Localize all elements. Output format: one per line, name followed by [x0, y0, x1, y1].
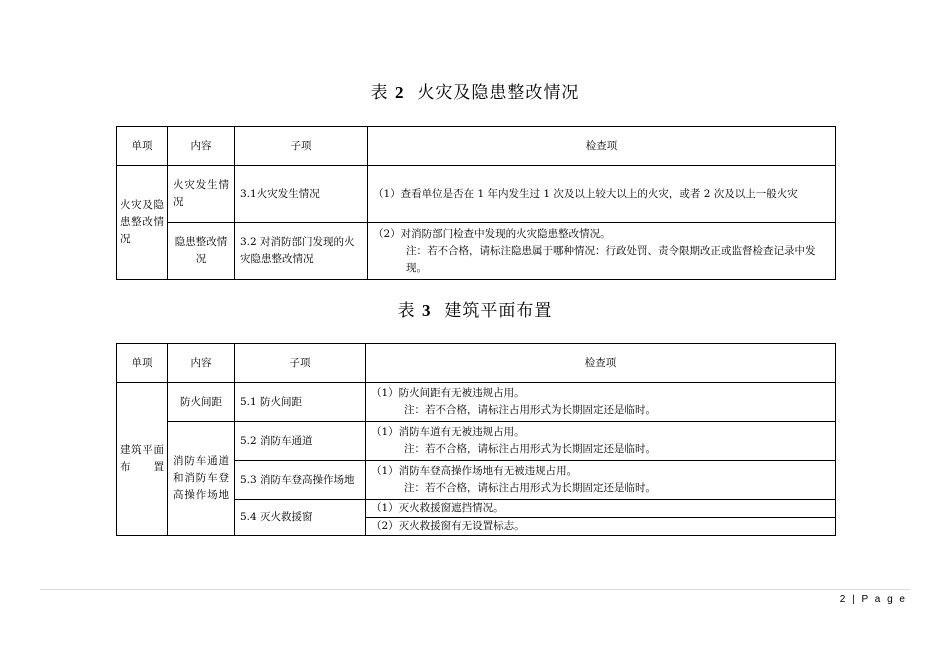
check-cell: [366, 383, 836, 422]
subitem-cell: 5.4 灭火救援窗: [235, 500, 366, 536]
content-cell: 防火间距: [168, 383, 235, 422]
content-cell: 消防车通道和消防车登高操作场地: [168, 422, 235, 536]
table-row: [117, 383, 836, 422]
note-text: 注：若不合格，请标注占用形式为长期固定还是临时。: [404, 443, 656, 455]
subitem-cell: 5.2 消防车通道: [235, 422, 366, 461]
table2-header-row: [117, 127, 836, 166]
note-text: 注：若不合格，请标注隐患属于哪种情况：行政处罚、责令限期改正或监督检查记录中发现。: [406, 244, 816, 274]
subitem-cell: 3.1火灾发生情况: [235, 166, 368, 223]
check-text: （1）消防车道有无被违规占用。: [371, 426, 525, 438]
page-number: 2 | P a g e: [839, 594, 907, 605]
table3-header-row: [117, 344, 836, 383]
table3-title: [0, 296, 950, 321]
table-row: [117, 422, 836, 461]
header-cell: 子项: [235, 344, 366, 383]
header-cell: 单项: [117, 127, 168, 166]
check-text: （1）消防车登高操作场地有无被违规占用。: [371, 465, 578, 477]
table-row: [117, 166, 836, 223]
header-cell: 内容: [168, 127, 235, 166]
note-text: 注：若不合格，请标注占用形式为长期固定还是临时。: [404, 404, 656, 416]
title-prefix: 表: [397, 301, 416, 321]
check-cell: （2）灭火救援窗有无设置标志。: [366, 518, 836, 536]
table-row: [117, 223, 836, 280]
check-cell: [368, 223, 836, 280]
title-number: 3: [422, 301, 432, 320]
note-text: 注：若不合格，请标注占用形式为长期固定还是临时。: [404, 482, 656, 494]
subitem-cell: 5.1 防火间距: [235, 383, 366, 422]
subitem-cell: 5.3 消防车登高操作场地: [235, 461, 366, 500]
check-cell: [366, 422, 836, 461]
title-number: 2: [395, 83, 405, 102]
category-cell: 建筑平面布置: [117, 383, 168, 536]
title-text: 火灾及隐患整改情况: [417, 83, 580, 103]
header-cell: 单项: [117, 344, 168, 383]
check-text: （2）对消防部门检查中发现的火灾隐患整改情况。: [373, 227, 611, 240]
footer-divider: [40, 589, 910, 590]
header-cell: 检查项: [368, 127, 836, 166]
header-cell: 检查项: [366, 344, 836, 383]
content-cell: 火灾发生情况: [168, 166, 235, 223]
category-cell: 火灾及隐患整改情况: [117, 166, 168, 280]
table2-title: [0, 78, 950, 103]
table2: [116, 126, 836, 280]
subitem-cell: 3.2 对消防部门发现的火灾隐患整改情况: [235, 223, 368, 280]
check-text: （1）防火间距有无被违规占用。: [371, 387, 525, 399]
title-prefix: 表: [370, 83, 389, 103]
title-text: 建筑平面布置: [444, 301, 553, 321]
check-cell: （1）查看单位是否在 1 年内发生过 1 次及以上较大以上的火灾，或者 2 次及以上一般火灾: [368, 166, 836, 223]
check-cell: [366, 461, 836, 500]
header-cell: 内容: [168, 344, 235, 383]
table3: [116, 343, 836, 536]
check-cell: （1）灭火救援窗遮挡情况。: [366, 500, 836, 518]
header-cell: 子项: [235, 127, 368, 166]
content-cell: 隐患整改情况: [168, 223, 235, 280]
